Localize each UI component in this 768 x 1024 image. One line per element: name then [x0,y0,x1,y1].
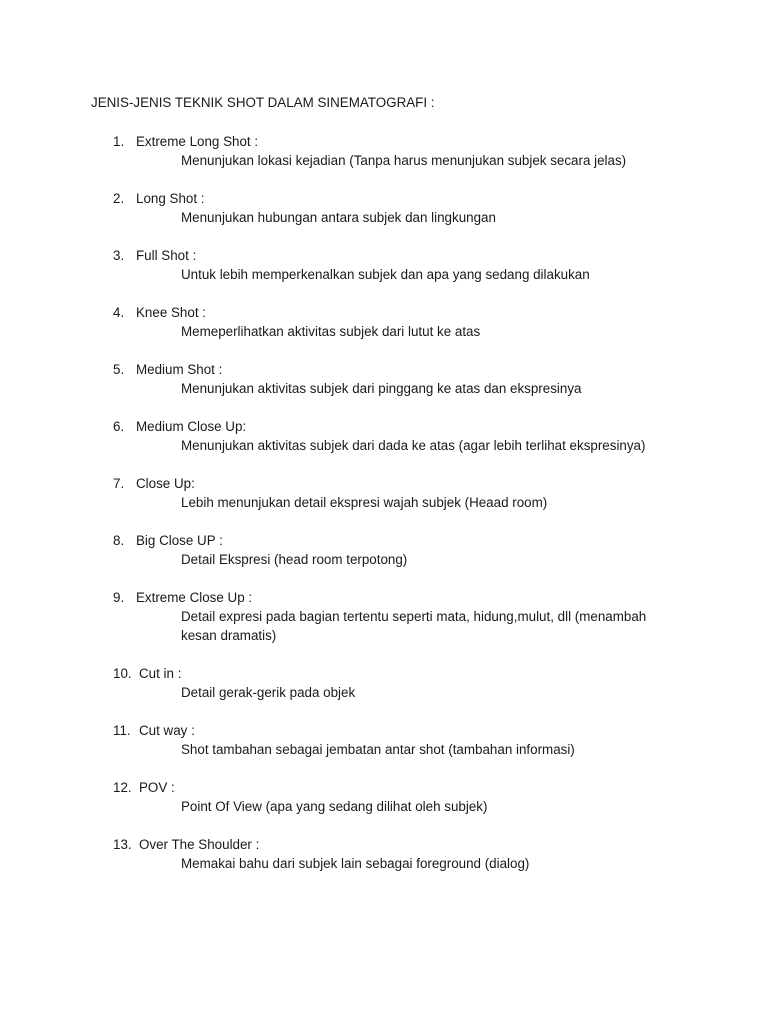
item-description: Menunjukan lokasi kejadian (Tanpa harus menunjukan subjek secara jelas) [181,153,627,168]
item-number: 8. [113,533,125,548]
item-number: 13. [113,837,132,852]
item-label: Cut in : [139,666,182,681]
item-label: POV : [139,780,175,795]
item-label: Cut way : [139,723,195,738]
list-item [0,721,768,778]
item-description: Menunjukan aktivitas subjek dari dada ke atas (agar lebih terlihat ekspresinya) [181,438,646,453]
list-item [0,835,768,892]
list-item [0,360,768,417]
list-item [0,778,768,835]
item-label: Over The Shoulder : [139,837,260,852]
list-item [0,531,768,588]
list-item [0,417,768,474]
item-number: 11. [113,723,131,738]
item-number: 7. [113,476,125,491]
item-number: 12. [113,780,132,795]
item-description: Menunjukan aktivitas subjek dari pinggang ke atas dan ekspresinya [181,381,582,396]
item-description: Untuk lebih memperkenalkan subjek dan apa yang sedang dilakukan [181,267,590,282]
document-title: JENIS-JENIS TEKNIK SHOT DALAM SINEMATOGRAFI : [91,95,435,110]
item-description: Detail Ekspresi (head room terpotong) [181,552,408,567]
item-label: Long Shot : [136,191,205,206]
item-label: Extreme Close Up : [136,590,253,605]
item-description: Point Of View (apa yang sedang dilihat oleh subjek) [181,799,488,814]
item-number: 4. [113,305,125,320]
list-item [0,189,768,246]
item-number: 9. [113,590,125,605]
item-description: Menunjukan hubungan antara subjek dan lingkungan [181,210,496,225]
list-item [0,664,768,721]
item-label: Medium Shot : [136,362,223,377]
item-description: Memakai bahu dari subjek lain sebagai foreground (dialog) [181,856,530,871]
shot-types-list [0,132,768,892]
item-label: Close Up: [136,476,195,491]
item-label: Extreme Long Shot : [136,134,259,149]
item-description: Lebih menunjukan detail ekspresi wajah subjek (Heaad room) [181,495,548,510]
list-item [0,246,768,303]
item-number: 2. [113,191,125,206]
list-item [0,474,768,531]
item-description: Detail gerak-gerik pada objek [181,685,356,700]
item-number: 3. [113,248,125,263]
item-description: Detail expresi pada bagian tertentu seperti mata, hidung,mulut, dll (menambah kesan dramatis) [181,609,647,643]
item-label: Knee Shot : [136,305,206,320]
list-item [0,132,768,189]
list-item [0,303,768,360]
item-number: 1. [113,134,125,149]
item-number: 5. [113,362,125,377]
list-item [0,588,768,664]
item-description: Memeperlihatkan aktivitas subjek dari lutut ke atas [181,324,481,339]
item-label: Medium Close Up: [136,419,247,434]
item-number: 6. [113,419,125,434]
item-label: Full Shot : [136,248,197,263]
item-number: 10. [113,666,132,681]
item-label: Big Close UP : [136,533,223,548]
item-description: Shot tambahan sebagai jembatan antar shot (tambahan informasi) [181,742,575,757]
